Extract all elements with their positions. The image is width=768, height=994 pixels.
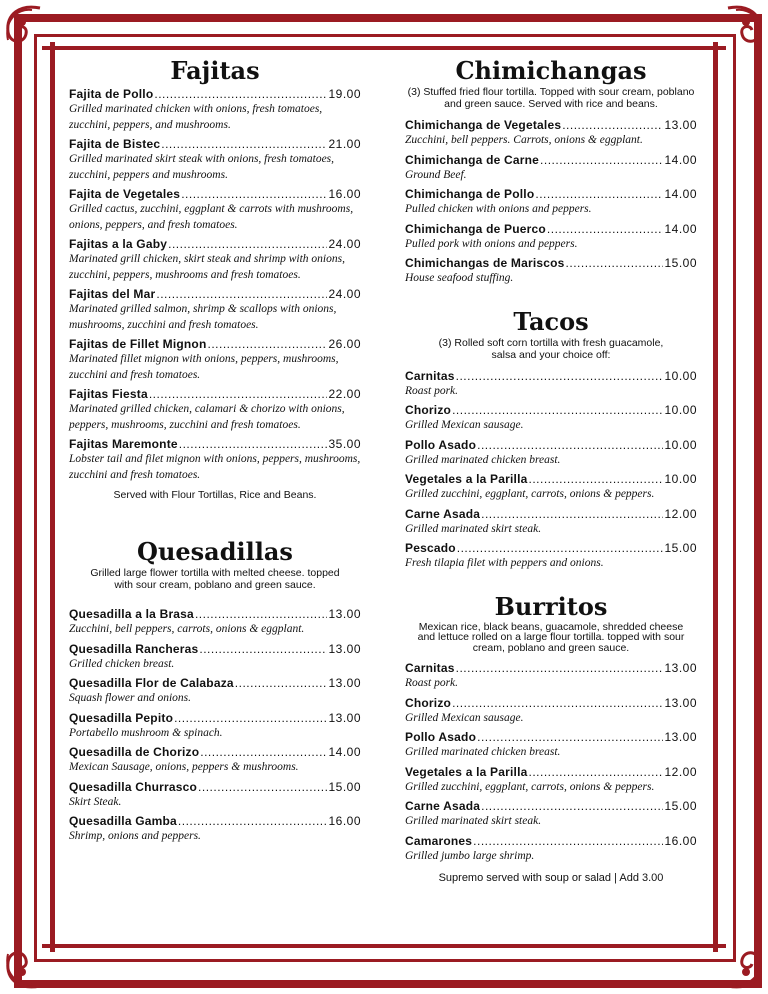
menu-item-name: Quesadilla Flor de Calabaza: [69, 676, 234, 690]
dot-leader: [200, 745, 327, 760]
menu-item-description: Ground Beef.: [405, 168, 467, 181]
menu-item-description: Grilled chicken breast.: [69, 657, 175, 670]
section-note: (3) Rolled soft corn tortilla with fresh guacamole, salsa and your choice off:: [438, 336, 664, 361]
menu-item: [405, 507, 697, 538]
menu-item-price: 22.00: [328, 387, 361, 401]
menu-item-description: Grilled zucchini, eggplant, carrots, onions & peppers.: [405, 780, 655, 793]
dot-leader: [481, 799, 663, 814]
menu-item-name: Chimichangas de Mariscos: [405, 256, 565, 270]
menu-item: [405, 765, 697, 796]
menu-item-name: Vegetales a la Parilla: [405, 764, 528, 779]
dot-leader: [195, 607, 328, 622]
menu-item-name: Pescado: [405, 541, 456, 555]
menu-item: [405, 369, 697, 400]
menu-item: [405, 834, 697, 865]
menu-item-line: [69, 387, 361, 402]
menu-item-price: 13.00: [664, 661, 697, 675]
burritos-footer: Supremo served with soup or salad | Add 3.00: [438, 872, 664, 884]
menu-item-description: Shrimp, onions and peppers.: [69, 830, 201, 842]
menu-item-price: 15.00: [664, 541, 697, 555]
dot-leader: [566, 256, 664, 271]
dot-leader: [452, 696, 663, 711]
menu-item-line: [69, 814, 361, 829]
dot-leader: [156, 287, 327, 302]
dot-leader: [477, 438, 663, 453]
menu-item: [405, 541, 697, 572]
menu-item-description: Pulled pork with onions and peppers.: [405, 237, 578, 250]
menu-item-line: [405, 187, 697, 202]
menu-item-line: [405, 256, 697, 271]
menu-item-name: Carne Asada: [405, 506, 481, 521]
right-rule: [713, 42, 718, 952]
menu-item-description: Grilled cactus, zucchini, eggplant & carrots with mushrooms, onions, peppers, and fresh tomatoes.: [69, 203, 354, 231]
menu-item-line: [405, 661, 697, 676]
menu-item-price: 14.00: [328, 745, 361, 759]
dot-leader: [456, 369, 664, 384]
menu-item: [69, 711, 361, 742]
dot-leader: [149, 387, 328, 402]
menu-item-price: 10.00: [664, 472, 697, 486]
menu-item-description: Grilled zucchini, eggplant, carrots, onions & peppers.: [405, 488, 655, 500]
menu-item-name: Carne Asada: [405, 799, 481, 813]
corner-ornament-icon: [698, 924, 768, 994]
menu-item-price: 10.00: [664, 403, 697, 417]
menu-item: [69, 437, 361, 483]
menu-item: [405, 187, 697, 218]
burritos-section: [405, 592, 697, 885]
menu-item: [405, 256, 697, 287]
menu-item-description: Marinated fillet mignon with onions, peppers, mushrooms, zucchini and fresh tomatoes.: [69, 353, 339, 381]
corner-ornament-icon: [0, 924, 70, 994]
dot-leader: [473, 834, 663, 849]
menu-item-description: Grilled marinated skirt steak.: [405, 522, 542, 535]
menu-item-line: [405, 507, 697, 522]
menu-item-name: Chorizo: [405, 403, 452, 417]
menu-item-name: Carnitas: [405, 661, 455, 675]
menu-item-price: 14.00: [664, 221, 697, 236]
menu-item-description: Marinated grill chicken, skirt steak and shrimp with onions, zucchini, peppers, mushrooms and fresh tomatoes.: [69, 253, 345, 281]
menu-item-price: 13.00: [664, 118, 697, 132]
menu-item-description: Marinated grilled salmon, shrimp & scallops with onions, mushrooms, zucchini and fresh tomatoes.: [69, 303, 337, 331]
menu-item-price: 12.00: [664, 764, 697, 779]
dot-leader: [207, 337, 327, 352]
menu-item-line: [405, 369, 697, 384]
menu-item-name: Quesadilla Gamba: [69, 814, 177, 828]
top-rule: [42, 46, 726, 50]
menu-item-description: Grilled marinated chicken breast.: [405, 453, 561, 466]
menu-item-price: 12.00: [664, 506, 697, 521]
menu-item-line: [405, 696, 697, 711]
menu-item-price: 13.00: [664, 730, 697, 744]
menu-item-line: [69, 87, 361, 102]
menu-item-price: 26.00: [328, 337, 361, 351]
menu-item-name: Chimichanga de Puerco: [405, 221, 546, 236]
quesadillas-list: [69, 607, 361, 845]
tacos-list: [405, 369, 697, 572]
section-note: Grilled large flower tortilla with melted cheese. topped with sour cream, poblano and green sauce.: [90, 567, 340, 591]
menu-item-line: [405, 118, 697, 133]
menu-item-price: 16.00: [328, 814, 361, 828]
dot-leader: [199, 642, 327, 657]
menu-item-name: Fajitas Maremonte: [69, 437, 178, 451]
menu-item: [69, 337, 361, 383]
menu-item-line: [405, 730, 697, 745]
menu-item-line: [405, 222, 697, 237]
tacos-section: [405, 307, 697, 572]
menu-item-price: 13.00: [328, 607, 361, 621]
menu-item-description: Grilled Mexican sausage.: [405, 711, 524, 724]
menu-item: [69, 676, 361, 707]
menu-item-line: [69, 676, 361, 691]
menu-item-description: Pulled chicken with onions and peppers.: [405, 203, 592, 215]
menu-item: [405, 222, 697, 253]
section-title: Burritos: [494, 591, 608, 621]
menu-item: [69, 745, 361, 776]
menu-item-name: Vegetales a la Parilla: [405, 472, 528, 486]
menu-item-name: Chimichanga de Pollo: [405, 187, 535, 201]
menu-item: [69, 607, 361, 638]
dot-leader: [174, 711, 327, 726]
menu-item-name: Quesadilla Churrasco: [69, 779, 198, 794]
menu-item: [69, 287, 361, 333]
menu-item: [405, 799, 697, 830]
section-title: Fajitas: [170, 56, 260, 85]
dot-leader: [456, 661, 664, 676]
menu-item-description: House seafood stuffing.: [405, 272, 514, 284]
menu-item-name: Camarones: [405, 833, 473, 848]
menu-item-price: 24.00: [328, 287, 361, 301]
section-title: Quesadillas: [137, 537, 293, 566]
menu-item-name: Pollo Asado: [405, 437, 477, 452]
menu-item-line: [405, 541, 697, 556]
fajitas-list: [69, 87, 361, 483]
dot-leader: [154, 87, 327, 102]
dot-leader: [178, 814, 328, 829]
menu-item-line: [69, 745, 361, 760]
dot-leader: [235, 676, 328, 691]
fajitas-footer: Served with Flour Tortillas, Rice and Beans.: [113, 489, 317, 501]
menu-item-name: Carnitas: [405, 368, 455, 383]
quesadillas-section: [69, 537, 361, 845]
menu-item: [69, 87, 361, 133]
bottom-rule: [42, 944, 726, 948]
menu-item-name: Chimichanga de Vegetales: [405, 118, 562, 132]
section-title: Tacos: [513, 306, 589, 336]
menu-item-line: [69, 137, 361, 152]
menu-item-line: [69, 187, 361, 202]
section-note: Mexican rice, black beans, guacamole, shredded cheese and lettuce rolled on a large flour tortilla. topped with sour cream, poblano and green sauce.: [417, 620, 685, 654]
dot-leader: [179, 437, 328, 452]
menu-item-line: [69, 287, 361, 302]
menu-item-line: [69, 642, 361, 657]
menu-item-description: Roast pork.: [405, 384, 459, 397]
dot-leader: [457, 541, 664, 556]
menu-item-name: Quesadilla Rancheras: [69, 641, 199, 656]
menu-item-description: Grilled marinated skirt steak with onions, fresh tomatoes, zucchini, peppers and mushrooms.: [69, 153, 335, 181]
menu-item: [69, 137, 361, 183]
menu-item-line: [405, 403, 697, 418]
menu-item: [405, 403, 697, 434]
menu-item: [405, 118, 697, 149]
menu-item-price: 13.00: [328, 676, 361, 690]
menu-item-description: Mexican Sausage, onions, peppers & mushrooms.: [69, 761, 299, 773]
menu-item: [405, 153, 697, 184]
fajitas-section: [69, 56, 361, 501]
dot-leader: [477, 730, 663, 745]
menu-item-description: Portabello mushroom & spinach.: [69, 726, 223, 739]
menu-item-name: Quesadilla de Chorizo: [69, 745, 200, 759]
menu-item-price: 13.00: [328, 641, 361, 656]
menu-item-price: 15.00: [664, 799, 697, 813]
menu-item: [69, 187, 361, 233]
menu-item-description: Marinated grilled chicken, calamari & chorizo with onions, peppers, mushrooms, zucchini and fresh tomatoes.: [69, 403, 345, 431]
section-title: Chimichangas: [455, 56, 647, 85]
menu-item-description: Roast pork.: [405, 677, 459, 689]
menu-item-line: [69, 437, 361, 452]
menu-item-price: 13.00: [664, 695, 697, 710]
menu-item-line: [69, 780, 361, 795]
menu-item-price: 10.00: [664, 437, 697, 452]
left-rule: [50, 42, 55, 952]
menu-item-description: Grilled jumbo large shrimp.: [405, 849, 535, 862]
menu-item: [405, 661, 697, 692]
menu-item-description: Squash flower and onions.: [69, 692, 192, 704]
menu-item-description: Grilled marinated chicken breast.: [405, 746, 561, 758]
menu-item-line: [69, 237, 361, 252]
menu-item-name: Quesadilla Pepito: [69, 710, 174, 725]
left-column: [69, 56, 361, 849]
menu-item-line: [405, 834, 697, 849]
menu-item-name: Fajitas de Fillet Mignon: [69, 337, 207, 351]
menu-item-name: Fajitas Fiesta: [69, 387, 148, 401]
menu-item-line: [405, 438, 697, 453]
menu-item: [405, 472, 697, 503]
menu-item-line: [405, 765, 697, 780]
menu-item: [69, 387, 361, 433]
menu-item: [405, 438, 697, 469]
menu-item-description: Fresh tilapia filet with peppers and onions.: [405, 557, 604, 569]
dot-leader: [168, 237, 327, 252]
section-note: (3) Stuffed fried flour tortilla. Topped with sour cream, poblano and green sauce. Served with rice and beans.: [407, 86, 695, 110]
menu-item-price: 24.00: [328, 237, 361, 251]
dot-leader: [535, 187, 663, 202]
chimichangas-section: [405, 56, 697, 287]
menu-item-price: 14.00: [664, 152, 697, 167]
menu-item-description: Grilled marinated chicken with onions, fresh tomatoes, zucchini, peppers, and mushrooms.: [69, 103, 323, 131]
menu-item-description: Grilled marinated skirt steak.: [405, 815, 542, 827]
right-column: [405, 56, 697, 884]
menu-item: [69, 780, 361, 811]
menu-item-price: 35.00: [328, 437, 361, 451]
menu-item-line: [69, 337, 361, 352]
menu-item-price: 15.00: [664, 256, 697, 270]
menu-item-line: [405, 472, 697, 487]
corner-ornament-icon: [0, 0, 70, 70]
menu-item-description: Zucchini, bell peppers. Carrots, onions & eggplant.: [405, 134, 643, 146]
dot-leader: [452, 403, 663, 418]
menu-item-name: Quesadilla a la Brasa: [69, 607, 194, 621]
menu-item-description: Skirt Steak.: [69, 795, 122, 808]
menu-item-name: Fajita de Bistec: [69, 137, 161, 151]
menu-item-name: Fajitas del Mar: [69, 287, 156, 301]
menu-item: [69, 814, 361, 845]
menu-item-price: 10.00: [664, 368, 697, 383]
menu-item-description: Lobster tail and filet mignon with onions, peppers, mushrooms, zucchini and fresh tomatoes.: [69, 453, 361, 481]
burritos-list: [405, 661, 697, 864]
menu-item-name: Fajita de Pollo: [69, 87, 154, 101]
dot-leader: [540, 153, 663, 168]
menu-item: [405, 696, 697, 727]
menu-item-line: [69, 711, 361, 726]
dot-leader: [528, 765, 663, 780]
dot-leader: [562, 118, 663, 133]
dot-leader: [181, 187, 327, 202]
menu-item-price: 16.00: [328, 187, 361, 201]
corner-ornament-icon: [698, 0, 768, 70]
menu-item-line: [69, 607, 361, 622]
menu-item-name: Fajitas a la Gaby: [69, 237, 168, 251]
menu-item-price: 19.00: [328, 87, 361, 101]
menu-item-description: Zucchini, bell peppers, carrots, onions & eggplant.: [69, 623, 305, 635]
dot-leader: [547, 222, 664, 237]
dot-leader: [161, 137, 327, 152]
menu-item-line: [405, 153, 697, 168]
chimichangas-list: [405, 118, 697, 287]
menu-item-price: 16.00: [664, 833, 697, 848]
dot-leader: [198, 780, 327, 795]
menu-item-price: 15.00: [328, 779, 361, 794]
menu-item-price: 21.00: [328, 137, 361, 151]
menu-item-price: 13.00: [328, 710, 361, 725]
menu-item-description: Grilled Mexican sausage.: [405, 419, 524, 431]
menu-item-name: Chimichanga de Carne: [405, 152, 540, 167]
menu-item-price: 14.00: [664, 187, 697, 201]
menu-item: [69, 237, 361, 283]
menu-item-name: Pollo Asado: [405, 730, 477, 744]
menu-item: [69, 642, 361, 673]
menu-item-line: [405, 799, 697, 814]
menu-item: [405, 730, 697, 761]
dot-leader: [528, 472, 663, 487]
dot-leader: [481, 507, 663, 522]
menu-item-name: Fajita de Vegetales: [69, 187, 181, 201]
menu-item-name: Chorizo: [405, 695, 452, 710]
